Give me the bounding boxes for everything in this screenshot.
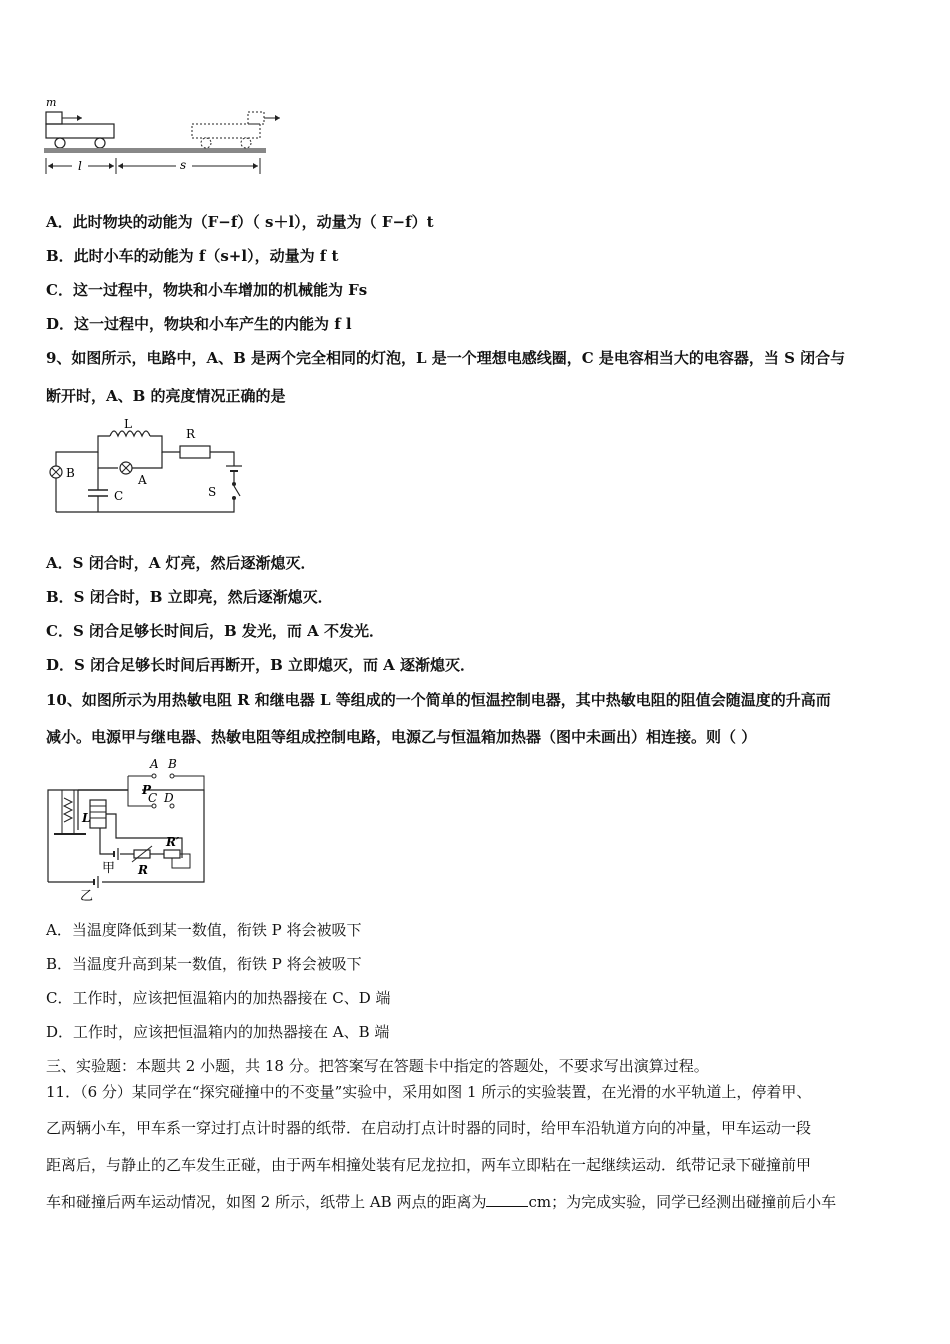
lamp-a-label: A: [138, 473, 147, 487]
q8-option-a: A．此时物块的动能为（F−f）（ s＋l），动量为（ F−f）t: [46, 213, 434, 231]
q8-option-d: D．这一过程中，物块和小车产生的内能为 f l: [46, 315, 352, 333]
terminal-d-label: D: [164, 791, 174, 805]
rprime-resistor: [164, 850, 180, 858]
block: [46, 112, 62, 124]
q11-line4: [46, 1192, 836, 1212]
thermistor-r-label: R: [138, 863, 148, 877]
answer-blank[interactable]: [486, 1192, 528, 1207]
q10-option-b: B．当温度升高到某一数值，衔铁 P 将会被吸下: [46, 955, 362, 973]
cart-end: [192, 124, 260, 138]
s-label: s: [180, 158, 187, 172]
source-yi-label: 乙: [80, 889, 94, 904]
mass-label: m: [46, 96, 57, 109]
q9-option-b: B．S 闭合时，B 立即亮，然后逐渐熄灭．: [46, 588, 333, 606]
armature-p-label: P: [142, 783, 152, 797]
resistor: [180, 446, 210, 458]
cart-figure: [40, 92, 280, 182]
q9-circuit-figure: [42, 416, 252, 520]
section3-title: 三、实验题：本题共 2 小题，共 18 分。把答案写在答题卡中指定的答题处，不要求写出演算过程。: [46, 1057, 709, 1075]
q9-option-c: C．S 闭合足够长时间后，B 发光，而 A 不发光．: [46, 622, 384, 640]
relay-l-label: L: [82, 811, 91, 825]
q11-line3: 距离后，与静止的乙车发生正碰，由于两车相撞处装有尼龙拉扣，两车立即粘在一起继续运动．纸带记录下碰撞前甲: [46, 1156, 812, 1174]
ground: [44, 148, 266, 153]
q10-stem-line2: 减小。电源甲与继电器、热敏电阻等组成控制电路，电源乙与恒温箱加热器（图中未画出）相连接。则（ ）: [46, 728, 757, 746]
capacitor-label: C: [114, 489, 124, 503]
terminal-a-label: A: [150, 757, 159, 771]
source-jia-label: 甲: [102, 861, 116, 876]
q11-line4-after: cm；为完成实验，同学已经测出碰撞前后小车: [528, 1193, 837, 1211]
q9-option-d: D．S 闭合足够长时间后再断开，B 立即熄灭，而 A 逐渐熄灭．: [46, 656, 476, 674]
q8-option-c: C．这一过程中，物块和小车增加的机械能为 Fs: [46, 281, 368, 299]
q9-stem-line2: 断开时，A、B 的亮度情况正确的是: [46, 387, 286, 405]
switch-label: S: [208, 485, 217, 499]
q10-relay-figure: [42, 754, 212, 904]
q10-option-a: A．当温度降低到某一数值，衔铁 P 将会被吸下: [46, 921, 362, 939]
inductor-label: L: [124, 417, 132, 431]
terminal-c-label: C: [148, 791, 158, 805]
q11-line4-before: 车和碰撞后两车运动情况，如图 2 所示，纸带上 AB 两点的距离为: [46, 1193, 487, 1211]
q9-option-a: A．S 闭合时，A 灯亮，然后逐渐熄灭．: [46, 554, 316, 572]
q10-option-c: C．工作时，应该把恒温箱内的加热器接在 C、D 端: [46, 989, 391, 1007]
q9-stem-line1: 9、如图所示，电路中，A、B 是两个完全相同的灯泡，L 是一个理想电感线圈，C 是电容相当大的电容器，当 S 闭合与: [46, 349, 846, 367]
rprime-label: R′: [166, 835, 180, 849]
q11-line2: 乙两辆小车，甲车系一穿过打点计时器的纸带．在启动打点计时器的同时，给甲车沿轨道方向的冲量，甲车运动一段: [46, 1119, 812, 1137]
resistor-label: R: [186, 427, 196, 441]
lamp-b-label: B: [66, 466, 75, 480]
q8-option-b: B．此时小车的动能为 f（s+l），动量为 f t: [46, 247, 339, 265]
l-label: l: [78, 159, 82, 173]
q10-stem-line1: 10、如图所示为用热敏电阻 R 和继电器 L 等组成的一个简单的恒温控制电器，其中热敏电阻的阻值会随温度的升高而: [46, 691, 831, 709]
cart-start: [46, 124, 114, 138]
q11-line1: 11．（6 分）某同学在“探究碰撞中的不变量”实验中，采用如图 1 所示的实验装置，在光滑的水平轨道上，停着甲、: [46, 1083, 812, 1101]
terminal-b-label: B: [168, 757, 177, 771]
relay-coil: [90, 800, 106, 828]
q10-option-d: D．工作时，应该把恒温箱内的加热器接在 A、B 端: [46, 1023, 390, 1041]
